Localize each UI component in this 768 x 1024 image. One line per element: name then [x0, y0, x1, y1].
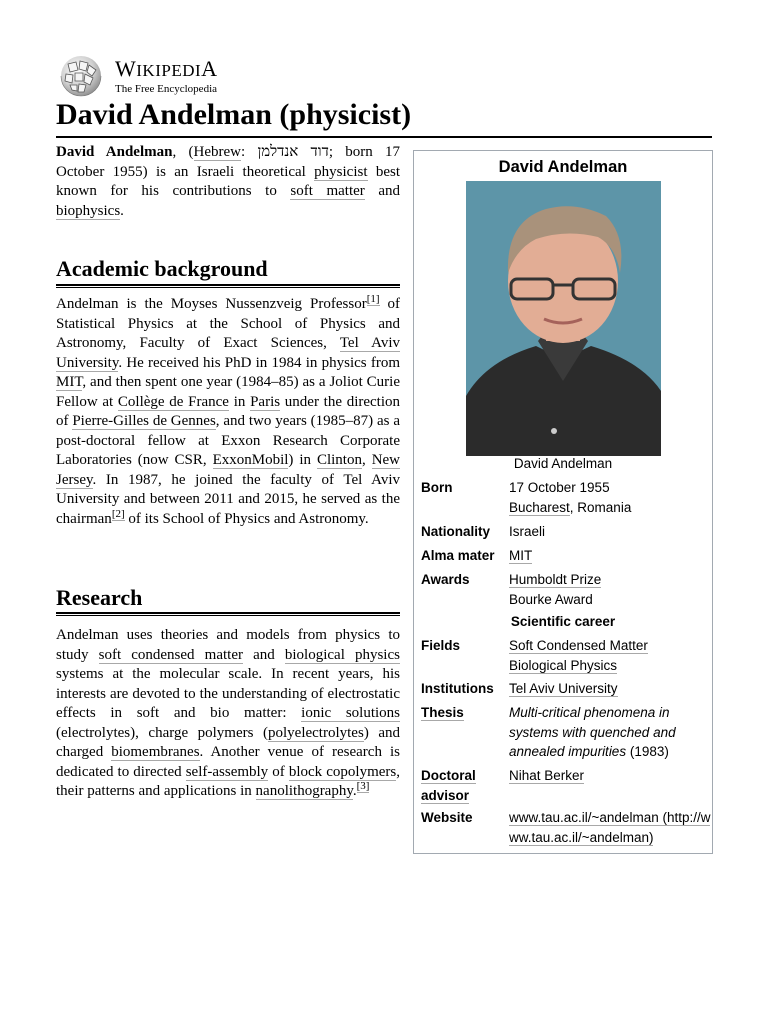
heading-divider — [56, 612, 400, 616]
link-website[interactable]: www.tau.ac.il/~andelman (http://www.tau.ac.il/~andelman) — [509, 810, 711, 845]
nationality-label: Nationality — [421, 524, 491, 539]
wikipedia-tagline: The Free Encyclopedia — [115, 83, 218, 95]
link-biological-physics[interactable]: biological physics — [284, 646, 400, 663]
intro-paragraph: David Andelman, (Hebrew: דוד אנדלמן; born 17 October 1955) is an Israeli theoretical physicist best known for his contributions to soft matter and biophysics. — [56, 144, 401, 219]
research-paragraph: Andelman uses theories and models from physics to study soft condensed matter and biological physics systems at the molecular scale. In recent years, his interests are devoted to the understanding of electrostatic effects in soft and bio matter: ionic solutions (electrolytes), charge polymers (polyelectrolytes) and charged biomembranes. Another venue of research is dedicated to directed self-assembly of block copolymers, their patterns and applications in nanolithography.[3] — [56, 627, 401, 799]
link-biophysics[interactable]: biophysics — [56, 202, 121, 219]
link-mit[interactable]: MIT — [56, 374, 83, 390]
institutions-label: Institutions — [421, 681, 494, 696]
reference-2[interactable]: [2] — [111, 507, 125, 520]
portrait-image — [466, 181, 661, 456]
wikipedia-wordmark: WIKIPEDIA — [115, 56, 218, 81]
link-humboldt-prize[interactable]: Humboldt Prize — [509, 572, 602, 587]
photo-caption: David Andelman — [513, 456, 613, 471]
infobox-title: David Andelman — [498, 158, 628, 176]
heading-academic-background: Academic background — [56, 256, 268, 281]
link-physicist[interactable]: physicist — [314, 163, 368, 180]
link-block-copolymers[interactable]: block copolymers — [288, 763, 397, 780]
scientific-career-header: Scientific career — [510, 614, 616, 629]
link-alma-mater-mit[interactable]: MIT — [509, 548, 533, 563]
link-bucharest[interactable]: Bucharest — [509, 499, 570, 515]
link-college-de-france[interactable]: Collège de France — [117, 393, 229, 410]
born-value: 17 October 1955 Bucharest, Romania — [509, 480, 632, 515]
link-institution-tau[interactable]: Tel Aviv University — [509, 681, 618, 696]
link-exxonmobil[interactable]: ExxonMobil — [212, 452, 289, 468]
link-soft-matter[interactable]: soft matter — [290, 183, 365, 199]
link-pierre-gilles-de-gennes[interactable]: Pierre-Gilles de Gennes — [72, 413, 216, 429]
page-title: David Andelman (physicist) — [56, 98, 412, 131]
link-self-assembly[interactable]: self-assembly — [185, 763, 269, 780]
wikipedia-logo[interactable] — [56, 54, 218, 97]
portrait-photo[interactable] — [466, 181, 661, 456]
reference-1[interactable]: [1] — [366, 293, 380, 305]
link-nihat-berker[interactable]: Nihat Berker — [509, 768, 585, 783]
link-soft-condensed-matter[interactable]: soft condensed matter — [98, 646, 243, 663]
link-clinton[interactable]: Clinton — [316, 452, 362, 468]
wikipedia-globe-icon — [56, 54, 105, 97]
infobox — [413, 150, 713, 854]
awards-label: Awards — [421, 572, 470, 587]
subject-name: David Andelman — [56, 144, 173, 160]
link-soft-condensed-matter-field[interactable]: Soft Condensed Matter — [509, 638, 648, 653]
academic-paragraph: Andelman is the Moyses Nussenzveig Professor[1] of Statistical Physics at the School of Physics and Astronomy, Faculty of Exact Sciences, Tel Aviv University. He received his PhD in 1984 in physics from MIT, and then spent one year (1984–85) as a Joliot Curie Fellow at Collège de France in Paris under the direction of Pierre-Gilles de Gennes, and two years (1985–87) as a post-doctoral fellow at Exxon Research Corporate Laboratories (now CSR, ExxonMobil) in Clinton, New Jersey. In 1987, he joined the faculty of Tel Aviv University and between 2011 and 2015, he served as the chairman[2] of its School of Physics and Astronomy. — [56, 293, 401, 527]
link-ionic-solutions[interactable]: ionic solutions — [301, 705, 401, 721]
link-new-jersey[interactable]: New Jersey — [56, 452, 401, 488]
link-hebrew[interactable]: Hebrew — [193, 144, 241, 160]
thesis-value: Multi-critical phenomena in systems with quenched and annealed impurities (1983) — [509, 705, 676, 759]
link-doctoral-advisor[interactable]: Doctoral advisor — [421, 768, 476, 803]
award-bourke: Bourke Award — [509, 591, 593, 607]
nationality-value: Israeli — [509, 524, 546, 539]
link-biomembranes[interactable]: biomembranes — [111, 744, 200, 760]
link-nanolithography[interactable]: nanolithography — [255, 783, 353, 799]
link-polyelectrolytes[interactable]: polyelectrolytes — [268, 724, 364, 741]
heading-divider — [56, 284, 400, 288]
link-thesis[interactable]: Thesis — [421, 705, 464, 720]
link-paris[interactable]: Paris — [250, 393, 281, 410]
alma-mater-label: Alma mater — [421, 548, 495, 563]
link-biological-physics-field[interactable]: Biological Physics — [509, 657, 618, 673]
website-label: Website — [421, 810, 473, 825]
heading-research: Research — [56, 585, 143, 610]
link-tel-aviv-university[interactable]: Tel Aviv University — [56, 335, 400, 371]
fields-label: Fields — [421, 638, 461, 653]
born-label: Born — [421, 480, 453, 495]
reference-3[interactable]: [3] — [356, 780, 370, 792]
title-divider — [56, 136, 712, 138]
